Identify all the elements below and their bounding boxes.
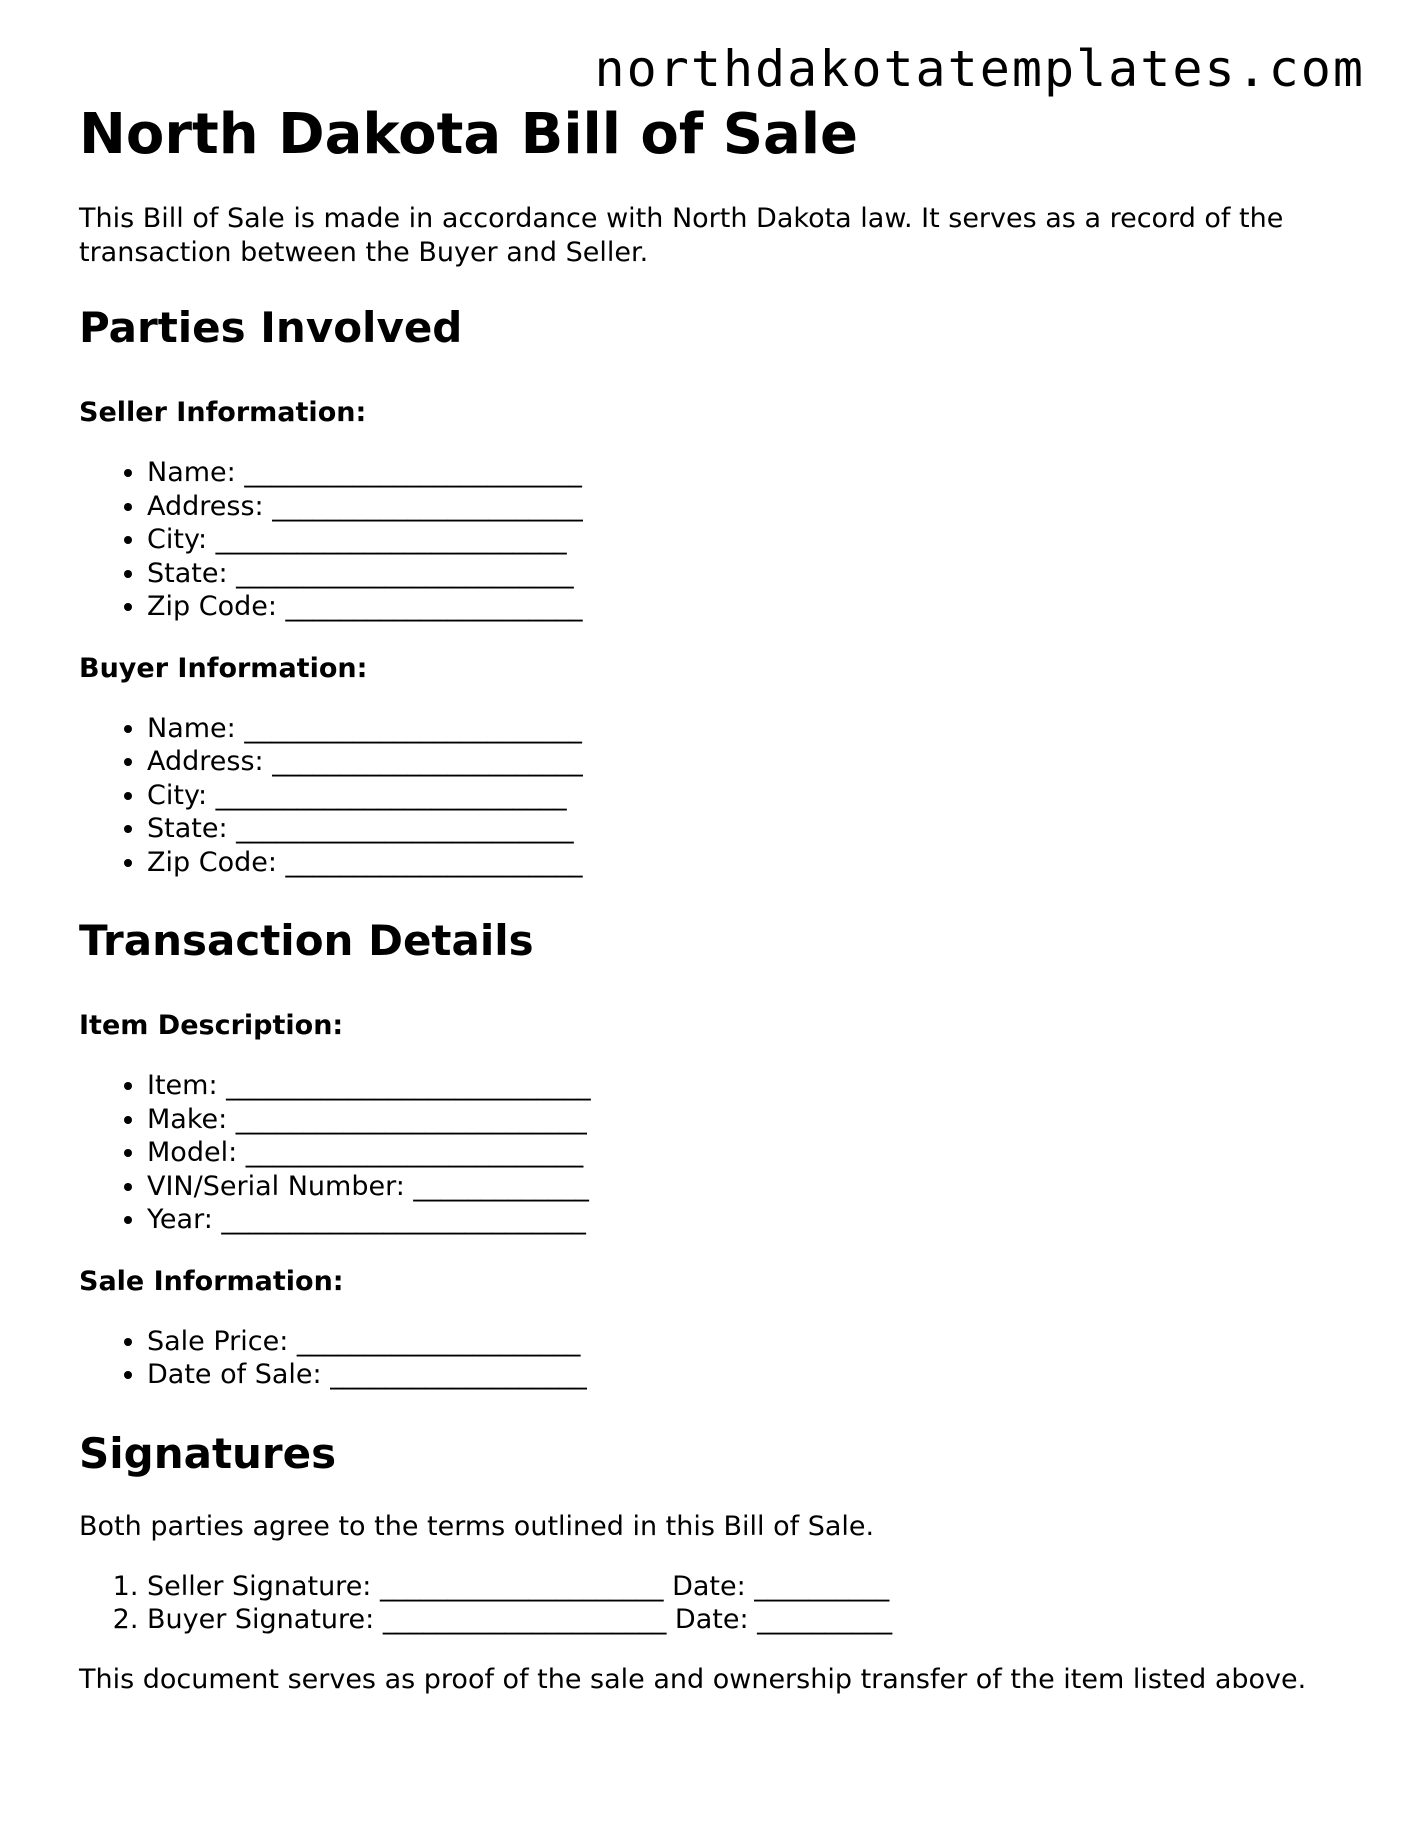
- buyer-signature-line: 2. Buyer Signature: _____________________ Date: __________: [147, 1603, 1369, 1637]
- item-field-list: [79, 1069, 1369, 1237]
- item-description-heading: Item Description:: [79, 1010, 344, 1041]
- buyer-heading: Buyer Information:: [79, 652, 368, 684]
- buyer-name-field: • Name: _________________________: [147, 712, 1369, 746]
- signatures-heading: Signatures: [79, 1428, 337, 1478]
- buyer-field-list: [79, 712, 1369, 880]
- signature-list: [79, 1570, 1369, 1637]
- seller-field-list: [79, 456, 1369, 624]
- seller-city-field: • City: __________________________: [147, 523, 1369, 557]
- buyer-zip-field: • Zip Code: ______________________: [147, 846, 1369, 880]
- document-body: [79, 100, 1369, 1697]
- buyer-city-field: • City: __________________________: [147, 779, 1369, 813]
- seller-signature-line: 1. Seller Signature: _____________________ Date: __________: [147, 1570, 1369, 1604]
- seller-address-field: • Address: _______________________: [147, 490, 1369, 524]
- parties-heading: Parties Involved: [79, 303, 463, 352]
- intro-paragraph: This Bill of Sale is made in accordance with North Dakota law. It serves as a record of the transaction between the Buyer and Seller.: [79, 203, 1284, 268]
- vin-serial-field: • VIN/Serial Number: _____________: [147, 1170, 1369, 1204]
- site-watermark: northdakotatemplates.com: [594, 40, 1365, 98]
- seller-heading: Seller Information:: [79, 397, 367, 428]
- seller-name-field: • Name: _________________________: [147, 456, 1369, 490]
- make-field: • Make: __________________________: [147, 1103, 1369, 1137]
- sale-field-list: [79, 1325, 1369, 1392]
- seller-state-field: • State: _________________________: [147, 557, 1369, 591]
- date-of-sale-field: • Date of Sale: ___________________: [147, 1358, 1369, 1392]
- model-field: • Model: _________________________: [147, 1136, 1369, 1170]
- seller-zip-field: • Zip Code: ______________________: [147, 590, 1369, 624]
- closing-paragraph: This document serves as proof of the sale and ownership transfer of the item listed above.: [79, 1663, 1307, 1695]
- item-field: • Item: ___________________________: [147, 1069, 1369, 1103]
- document-title: North Dakota Bill of Sale: [79, 102, 859, 167]
- buyer-address-field: • Address: _______________________: [147, 745, 1369, 779]
- signatures-intro: Both parties agree to the terms outlined in this Bill of Sale.: [79, 1510, 875, 1542]
- transaction-heading: Transaction Details: [79, 916, 534, 965]
- sale-information-heading: Sale Information:: [79, 1265, 344, 1297]
- year-field: • Year: ___________________________: [147, 1203, 1369, 1237]
- buyer-state-field: • State: _________________________: [147, 812, 1369, 846]
- sale-price-field: • Sale Price: _____________________: [147, 1325, 1369, 1359]
